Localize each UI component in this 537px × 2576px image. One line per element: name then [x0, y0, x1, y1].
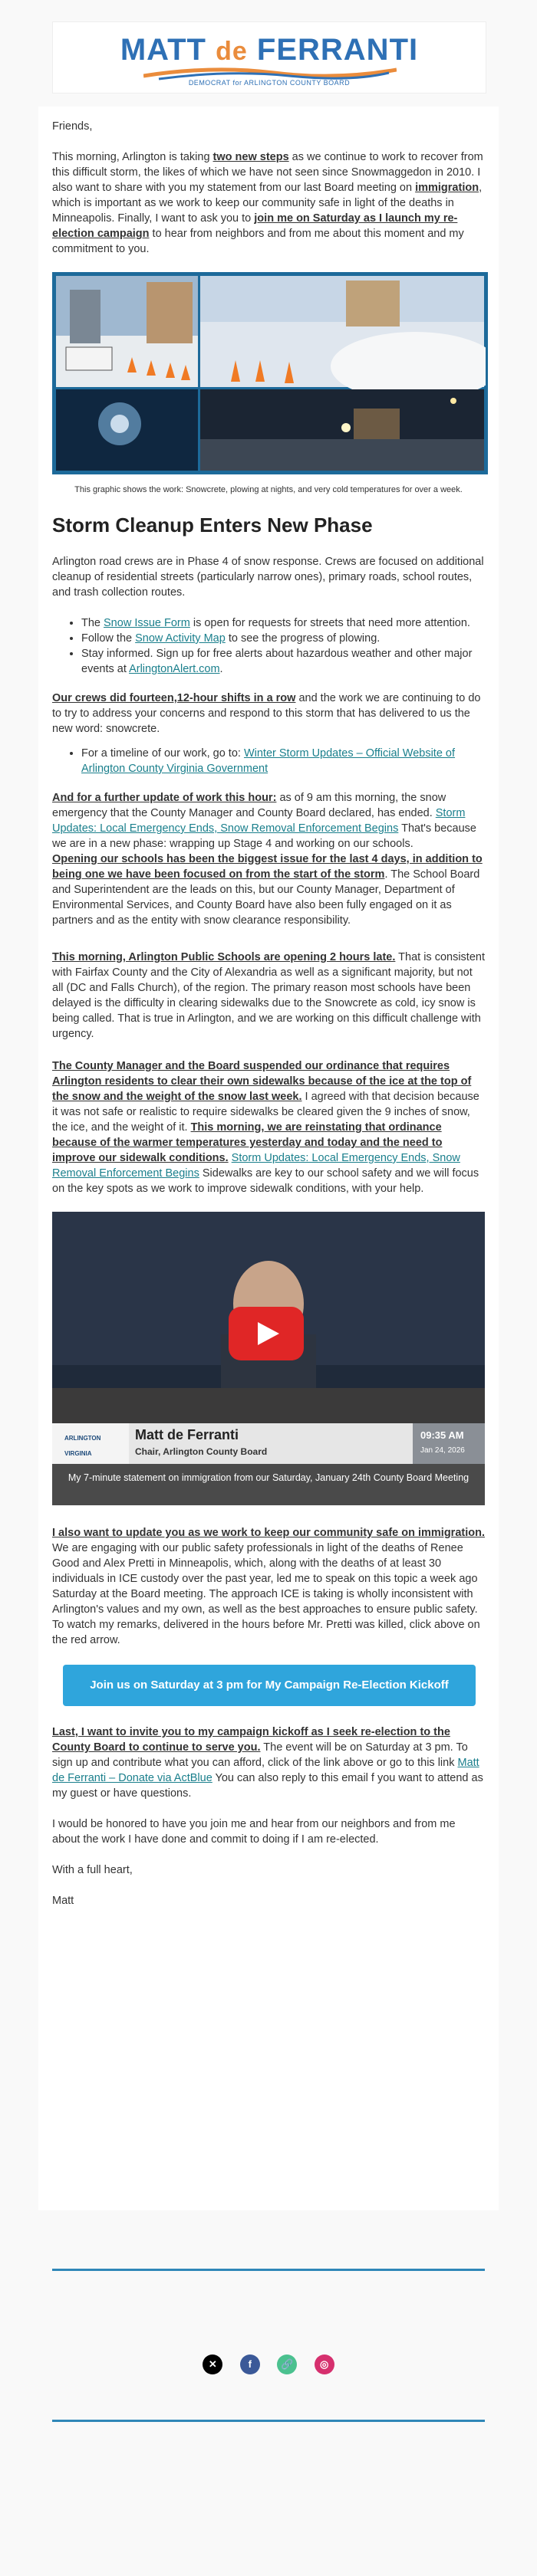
video-speaker-role: Chair, Arlington County Board — [135, 1446, 268, 1457]
email-body — [38, 107, 499, 2210]
resource-list — [52, 615, 485, 677]
list-item: • For a timeline of our work, go to: Winter Storm Updates – Official Website of Arlington County Virginia Government — [81, 746, 485, 776]
storm-updates-link[interactable]: Storm Updates: Local Emergency Ends, Snow Removal Enforcement Begins — [52, 807, 466, 835]
update-paragraph: And for a further update of work this hour: as of 9 am this morning, the snow emergency that the County Manager and County Board declared, has ended. Storm Updates: Local Emergency Ends, Snow Removal Enforcement Begins That's because we are in a new phase: wrapping up Stage 4 and working on our schools. — [52, 792, 476, 850]
actblue-donate-link[interactable]: Matt de Ferranti – Donate via ActBlue — [52, 1757, 479, 1784]
photo-caption: This graphic shows the work: Snowcrete, plowing at nights, and very cold temperatures for over a week. — [74, 485, 463, 494]
phase-paragraph: Arlington road crews are in Phase 4 of snow response. Crews are focused on additional cleanup of residential streets (particularly narrow ones), primary roads, school routes, and trash collection routes. — [52, 556, 484, 599]
snow-activity-map-link[interactable]: Snow Activity Map — [135, 632, 226, 645]
logo-swoosh-icon — [143, 65, 397, 80]
section-title: Storm Cleanup Enters New Phase — [52, 514, 373, 537]
storm-collage-image — [52, 272, 488, 474]
ordinance-paragraph: The County Manager and the Board suspended our ordinance that requires Arlington residents to clear their own sidewalks because of the ice at the top of the snow and the weight of the snow last week. I agreed with that decision because it was not safe or realistic to require sidewalks be cleared given the 9 inches of snow, the ice, and the weight of it. This morning, we are reinstating that ordinance because of the warmer temperatures yesterday and today and the need to improve our sidewalk conditions. Storm Updates: Local Emergency Ends, Snow Removal Enforcement Begins Sidewalks are key to our school safety and we will focus on the key spots as we work to improve sidewalk conditions, with your help. — [52, 1060, 479, 1195]
instagram-icon[interactable]: ◎ — [315, 2354, 334, 2374]
x-icon[interactable]: ✕ — [203, 2354, 222, 2374]
schools-focus-paragraph: Opening our schools has been the biggest issue for the last 4 days, in addition to being one we have been focused on from the start of the storm. The School Board and Superintendent are the leads on this, but our County Manager, Department of Environmental Services, and County Board have also been fully engaged on it as partners and as the entity with snow clearance responsibility. — [52, 853, 483, 927]
footer-divider-top — [52, 2269, 485, 2271]
list-item: • The Snow Issue Form is open for requests for streets that need more attention. — [81, 615, 485, 631]
logo-wordmark: MATT de FERRANTI — [120, 33, 419, 67]
link-icon[interactable]: 🔗 — [277, 2354, 297, 2374]
immigration-paragraph: I also want to update you as we work to keep our community safe on immigration. We are engaging with our public safety professionals in light of the deaths of Renee Good and Alex Pretti in Minneapolis, which, along with the deaths of at least 30 individuals in ICE custody over the past year, led me to speak on this topic a week ago Saturday at the Board meeting. The approach ICE is taking is wholly inconsistent with Arlington's values and my own, as well as the best approaches to ensure public safety. To watch my remarks, delivered in the hours before Mr. Pretti was killed, click above on the red arrow. — [52, 1527, 485, 1646]
video-date: Jan 24, 2026 — [420, 1446, 465, 1455]
play-icon[interactable] — [229, 1307, 304, 1360]
intro-paragraph: This morning, Arlington is taking two new steps as we continue to work to recover from this difficult storm, the likes of which we have not seen since Snowmaggedon in 2010. I also want to share with you my statement from our last Board meeting on immigration, which is important as we work to keep our community safe in light of the deaths in Minneapolis. Finally, I want to ask you to join me on Saturday as I launch my re-election campaign to hear from neighbors and from me about this moment and my commitment to you. — [52, 151, 483, 255]
video-player[interactable] — [52, 1212, 485, 1505]
schools-paragraph: This morning, Arlington Public Schools are opening 2 hours late. That is consistent with Fairfax County and the City of Alexandria as well as a significant majority, but not all (DC and Falls Church), of the region. The primary reason most schools have been delayed is the difficulty in clearing sidewalks due to the Snowcrete as cold, icy snow is being called. That is true in Arlington, and we are working on this difficult challenge with urgency. — [52, 951, 485, 1040]
crews-paragraph: Our crews did fourteen,12-hour shifts in a row and the work we are continuing to do to try to address your concerns and respond to this storm that has delivered to us the new word: snowcrete. — [52, 692, 481, 735]
logo-subtitle: DEMOCRAT for ARLINGTON COUNTY BOARD — [188, 79, 351, 87]
video-speaker-name: Matt de Ferranti — [135, 1427, 239, 1442]
timeline-list — [52, 746, 485, 776]
honored-paragraph: I would be honored to have you join me and hear from our neighbors and from me about the work I have done and commit to doing if I am re-elected. — [52, 1818, 456, 1846]
video-time: 09:35 AM — [420, 1429, 464, 1441]
snow-issue-form-link[interactable]: Snow Issue Form — [104, 617, 190, 629]
list-item: • Follow the Snow Activity Map to see the progress of plowing. — [81, 631, 485, 646]
footer-divider-bottom — [52, 2420, 485, 2422]
social-links — [0, 2354, 537, 2374]
list-item: • Stay informed. Sign up for free alerts about hazardous weather and other major events at ArlingtonAlert.com. — [81, 646, 485, 677]
kickoff-paragraph: Last, I want to invite you to my campaign kickoff as I seek re-election to the County Board to continue to serve you. The event will be on Saturday at 3 pm. To sign up and contribute what you can afford, click of the link above or go to this link Matt de Ferranti – Donate via ActBlue You can also reply to this email f you want to attend as my guest or have questions. — [52, 1726, 483, 1800]
greeting: Friends, — [52, 120, 93, 133]
campaign-kickoff-button[interactable]: Join us on Saturday at 3 pm for My Campaign Re-Election Kickoff — [63, 1665, 476, 1706]
winter-storm-updates-link[interactable]: Winter Storm Updates – Official Website of Arlington County Virginia Government — [81, 747, 456, 775]
header-logo[interactable] — [52, 21, 486, 94]
video-caption: My 7-minute statement on immigration from our Saturday, January 24th County Board Meeting — [52, 1464, 485, 1505]
storm-updates-link-2[interactable]: Storm Updates: Local Emergency Ends, Snow Removal Enforcement Begins — [52, 1152, 460, 1180]
county-seal: ARLINGTON VIRGINIA — [64, 1435, 101, 1457]
arlington-alert-link[interactable]: ArlingtonAlert.com — [129, 663, 220, 675]
signature: Matt — [52, 1895, 74, 1907]
signoff: With a full heart, — [52, 1864, 133, 1876]
facebook-icon[interactable]: f — [240, 2354, 260, 2374]
